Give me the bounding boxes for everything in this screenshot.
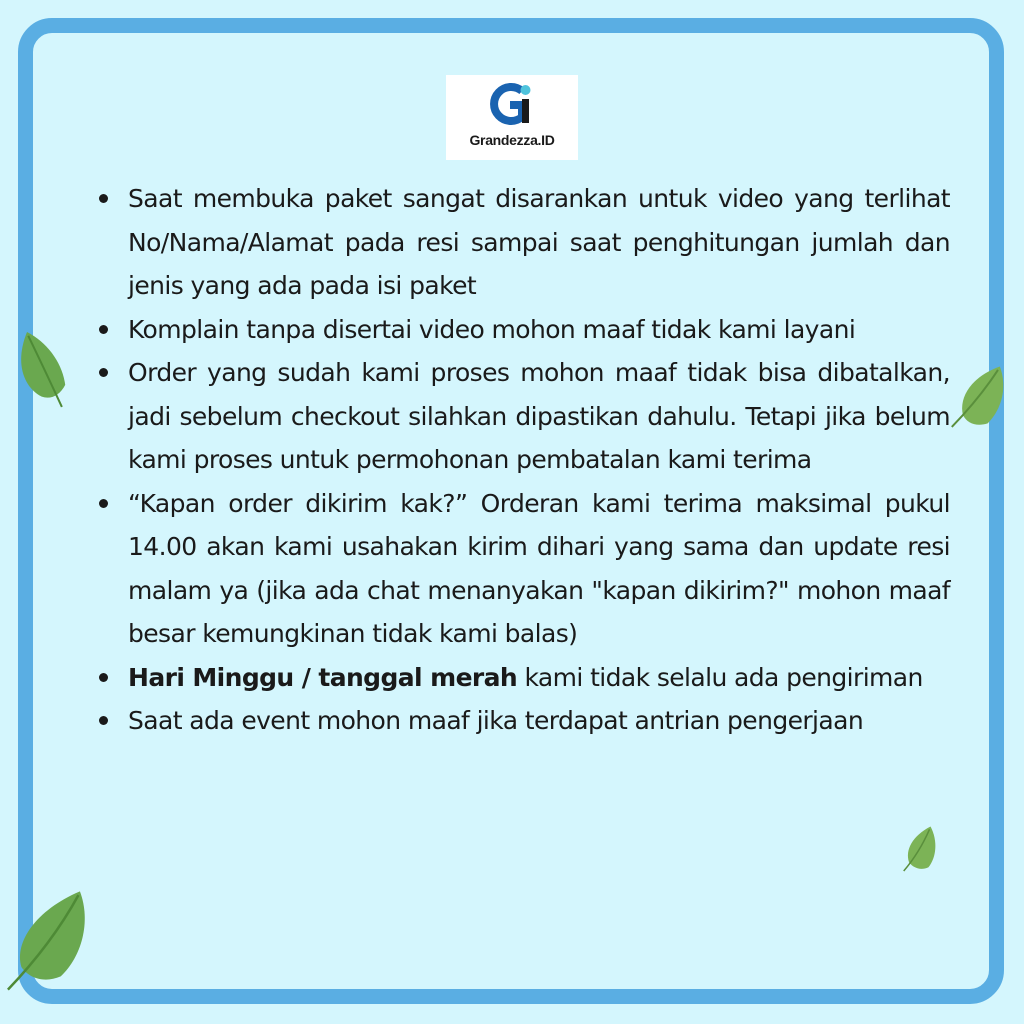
note-emphasis: Hari Minggu / tanggal merah — [128, 662, 518, 692]
note-item — [98, 308, 950, 352]
note-text: Saat ada event mohon maaf jika terdapat antrian pengerjaan — [128, 706, 864, 735]
note-item — [98, 177, 950, 308]
brand-name: Grandezza.ID — [469, 132, 555, 148]
note-text: “Kapan order dikirim kak?” Orderan kami terima maksimal pukul 14.00 akan kami usahakan kirim dihari yang sama dan update resi malam ya (jika ada chat menanyakan "kapan dikirim?" mohon maaf besar kemungkinan tidak kami balas) — [128, 488, 950, 648]
note-text: Order yang sudah kami proses mohon maaf tidak bisa dibatalkan, jadi sebelum checkout silahkan dipastikan dahulu. Tetapi jika belum kami proses untuk permohonan pembatalan kami terima — [128, 358, 950, 474]
leaf-icon — [0, 880, 96, 1010]
gi-logo-icon — [484, 77, 540, 133]
note-item — [98, 482, 950, 656]
leaf-icon — [950, 358, 1012, 444]
note-text: Saat membuka paket sangat disarankan untuk video yang terlihat No/Nama/Alamat pada resi sampai saat penghitungan jumlah dan jenis yang ada pada isi paket — [128, 184, 950, 300]
note-text: kami tidak selalu ada pengiriman — [517, 662, 923, 692]
brand-logo — [446, 75, 578, 160]
note-item — [98, 351, 950, 482]
leaf-icon — [900, 822, 944, 880]
leaf-icon — [10, 326, 70, 418]
note-item — [98, 656, 950, 700]
note-text: Komplain tanpa disertai video mohon maaf tidak kami layani — [128, 314, 856, 344]
note-item — [98, 699, 950, 743]
notes-list — [98, 177, 950, 743]
